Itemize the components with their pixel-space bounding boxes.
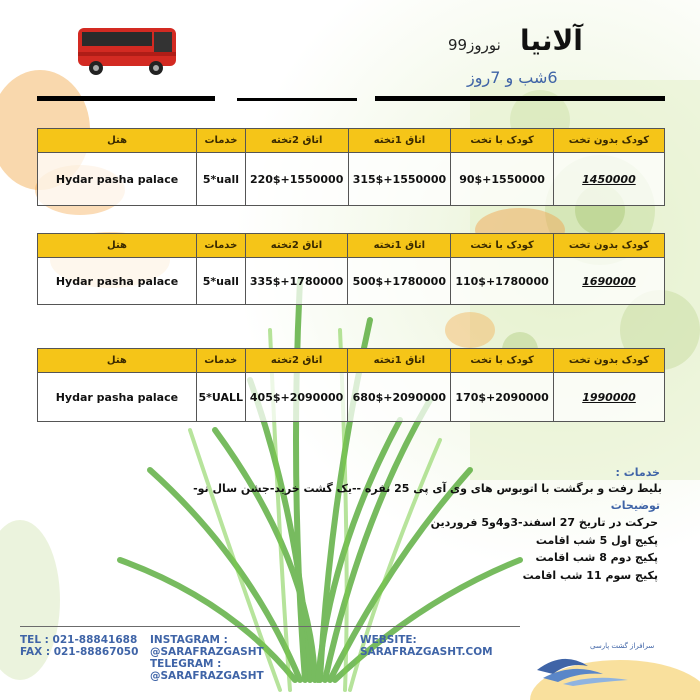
website-link[interactable]: SARAFRAZGASHT.COM <box>360 646 493 658</box>
cell-child-with-bed: 170$+2090000 <box>451 373 554 422</box>
services-text: بلیط رفت و برگشت با اتوبوس های وی آی پی 25 نفره --یک گشت خرید-جشن سال نو- <box>193 482 662 495</box>
services-heading: خدمات : <box>615 466 660 479</box>
cell-single-room: 500$+1780000 <box>348 258 451 305</box>
cell-child-with-bed: 110$+1780000 <box>451 258 554 305</box>
header-divider-left <box>37 96 215 101</box>
cell-single-room: 315$+1550000 <box>348 153 451 206</box>
duration-label: 6شب و 7روز <box>467 68 558 87</box>
table-header-row <box>38 349 665 373</box>
destination-title: آلانیا <box>520 24 583 57</box>
header-divider-right <box>375 96 665 101</box>
header-divider-mid <box>237 98 357 101</box>
header-double-room: اتاق 2تخته <box>245 349 348 373</box>
note-item: پکیج دوم 8 شب اقامت <box>535 551 658 564</box>
cell-child-no-bed: 1690000 <box>553 258 664 305</box>
header-hotel: هتل <box>38 349 197 373</box>
instagram-label: INSTAGRAM : <box>150 634 228 646</box>
cell-hotel: Hydar pasha palace <box>38 373 197 422</box>
cell-child-with-bed: 90$+1550000 <box>451 153 554 206</box>
header-double-room: اتاق 2تخته <box>245 129 348 153</box>
header-child-no-bed: کودک بدون تخت <box>553 234 664 258</box>
note-item: پکیج سوم 11 شب اقامت <box>522 568 658 582</box>
cell-child-no-bed: 1990000 <box>554 373 665 422</box>
header-services: خدمات <box>197 129 246 153</box>
price-table-1 <box>37 128 665 206</box>
table-header-row <box>38 129 665 153</box>
telegram-label: TELEGRAM : <box>150 658 222 670</box>
header-hotel: هتل <box>38 234 197 258</box>
header-double-room: اتاق 2تخته <box>245 234 348 258</box>
cell-hotel: Hydar pasha palace <box>38 153 197 206</box>
cell-hotel: Hydar pasha palace <box>38 258 197 305</box>
bus-icon <box>74 22 180 78</box>
header-services: خدمات <box>196 349 245 373</box>
fax-number: FAX : 021-88867050 <box>20 646 139 658</box>
cell-services: 5*uall <box>196 258 245 305</box>
cell-services: 5*UALL <box>196 373 245 422</box>
cell-child-no-bed: 1450000 <box>553 153 664 206</box>
note-item: حرکت در تاریخ 27 اسفند-3و4و5 فروردین <box>430 516 658 529</box>
phone-number: TEL : 021-88841688 <box>20 634 138 646</box>
header-child-no-bed: کودک بدون تخت <box>553 129 664 153</box>
notes-heading: توضیحات <box>610 499 660 512</box>
header-single-room: اتاق 1تخته <box>348 129 451 153</box>
table-row <box>38 373 665 422</box>
cell-double-room: 405$+2090000 <box>245 373 348 422</box>
telegram-handle: @SARAFRAZGASHT <box>150 670 264 682</box>
logo-text: سرافراز گشت پارسی <box>590 642 655 650</box>
cell-single-room: 680$+2090000 <box>348 373 451 422</box>
header-child-with-bed: کودک با تخت <box>451 129 554 153</box>
notes-list <box>338 514 658 584</box>
price-table-2 <box>37 233 665 305</box>
note-item: پکیج اول 5 شب اقامت <box>535 533 658 547</box>
header-single-room: اتاق 1تخته <box>348 349 451 373</box>
header-child-with-bed: کودک با تخت <box>451 234 554 258</box>
header-services: خدمات <box>196 234 245 258</box>
header-child-no-bed: کودک بدون تخت <box>554 349 665 373</box>
header-child-with-bed: کودک با تخت <box>451 349 554 373</box>
cell-double-room: 335$+1780000 <box>245 258 348 305</box>
header-hotel: هتل <box>38 129 197 153</box>
season-subtitle: نوروز99 <box>448 36 501 54</box>
instagram-handle: @SARAFRAZGASHT <box>150 646 264 658</box>
website-label: WEBSITE: <box>360 634 417 646</box>
table-header-row <box>38 234 665 258</box>
cell-double-room: 220$+1550000 <box>245 153 348 206</box>
price-table-3 <box>37 348 665 422</box>
table-row <box>38 153 665 206</box>
cell-services: 5*uall <box>197 153 246 206</box>
table-row <box>38 258 665 305</box>
footer-divider <box>20 626 520 627</box>
header-single-room: اتاق 1تخته <box>348 234 451 258</box>
